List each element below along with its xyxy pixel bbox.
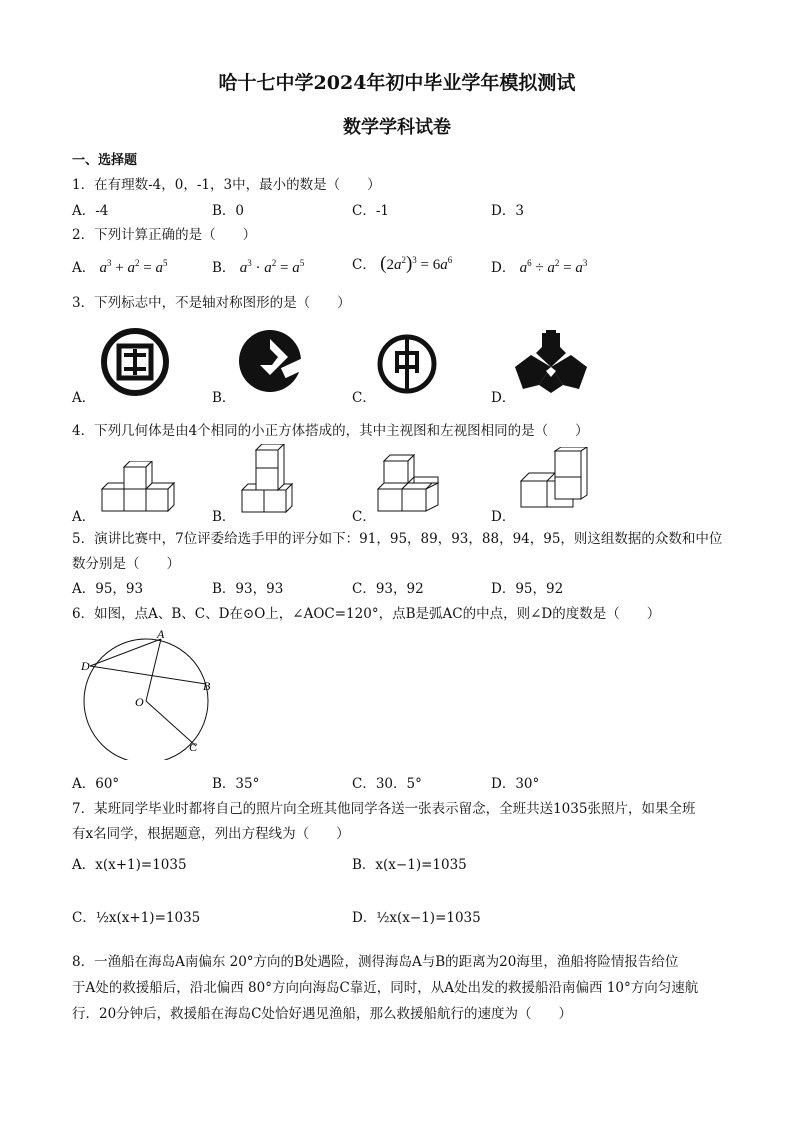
q4-figure-b xyxy=(238,444,300,514)
q4-letter-c: C． xyxy=(352,509,376,525)
q3-stem: 3．下列标志中，不是轴对称图形的是（ ） xyxy=(72,295,351,311)
q4-stem: 4．下列几何体是由4个相同的小正方体搭成的，其中主视图和左视图相同的是（ ） xyxy=(72,423,589,439)
section-heading: 一、选择题 xyxy=(72,153,138,168)
q6-option-c: C．30．5° xyxy=(352,776,422,792)
q5-option-b: B．93，93 xyxy=(212,581,284,597)
q4-letter-b: B． xyxy=(212,509,236,525)
q1-option-d: D．3 xyxy=(491,203,524,219)
q6-stem: 6．如图，点A、B、C、D在⊙O上，∠AOC=120°，点B是弧AC的中点，则∠D的度数是（ ） xyxy=(72,606,661,622)
q1-stem: 1．在有理数-4，0，-1，3中，最小的数是（ ） xyxy=(72,177,381,193)
q2-stem: 2．下列计算正确的是（ ） xyxy=(72,227,257,243)
q8-stem-line1: 8．一渔船在海岛A南偏东 20°方向的B处遇险，测得海岛A与B的距离为20海里，渔船将险情报告给位 xyxy=(72,954,679,970)
q2-math-d: $a^6 \div a^2 = a^3$ xyxy=(519,258,588,276)
abc-logo-icon xyxy=(376,331,438,395)
q7-option-d: D．½x(x−1)=1035 xyxy=(352,910,481,926)
q7-option-c: C．½x(x+1)=1035 xyxy=(72,910,201,926)
q1-option-a: A．-4 xyxy=(72,203,109,219)
q4-figure-a xyxy=(98,461,178,513)
q4-figure-d xyxy=(517,447,589,513)
q3-letter-b: B． xyxy=(212,390,236,406)
q5-option-c: C．93，92 xyxy=(352,581,424,597)
q1-option-c: C．-1 xyxy=(352,203,389,219)
q2-letter-d: D． xyxy=(491,260,516,276)
q2-math-a: $a^3 + a^2 = a^5$ xyxy=(99,258,168,276)
q6-option-a: A．60° xyxy=(72,776,120,792)
q5-option-d: D．95，92 xyxy=(491,581,564,597)
q6-option-d: D．30° xyxy=(491,776,540,792)
q2-letter-c: C． xyxy=(352,257,376,273)
q2-option-d xyxy=(491,256,587,277)
exam-title: 哈十七中学2024年初中毕业学年模拟测试 xyxy=(218,72,576,94)
q4-figure-c xyxy=(376,453,442,513)
q7-option-b: B．x(x−1)=1035 xyxy=(352,857,467,873)
point-o-label: O xyxy=(135,695,144,709)
q2-letter-a: A． xyxy=(72,260,96,276)
q8-stem-line2: 于A处的救援船后，沿北偏西 80°方向向海岛C靠近，同时，从A处出发的救援船沿南偏西 10°方向匀速航 xyxy=(72,980,699,996)
exam-subtitle: 数学学科试卷 xyxy=(343,117,451,138)
q7-stem-line1: 7．某班同学毕业时都将自己的照片向全班其他同学各送一张表示留念，全班共送1035张照片，如果全班 xyxy=(72,801,696,817)
q5-stem-line1: 5．演讲比赛中，7位评委给选手甲的评分如下：91，95，89，93，88，94，95，则这组数据的众数和中位 xyxy=(72,531,723,547)
q8-stem-line3: 行．20分钟后，救援船在海岛C处恰好遇见渔船，那么救援船航行的速度为（ ） xyxy=(72,1006,573,1022)
q3-letter-c: C． xyxy=(352,390,376,406)
q4-letter-d: D． xyxy=(491,509,516,525)
q2-option-c xyxy=(352,253,452,275)
q2-letter-b: B． xyxy=(212,260,236,276)
point-d-label: D xyxy=(81,659,90,673)
icbc-logo-icon xyxy=(100,327,170,397)
q5-stem-line2: 数分别是（ ） xyxy=(72,556,180,572)
q2-math-b: $a^3 \cdot a^2 = a^5$ xyxy=(239,258,305,276)
q4-letter-a: A． xyxy=(72,509,96,525)
q3-letter-a: A． xyxy=(72,390,96,406)
ccb-logo-icon xyxy=(236,327,304,395)
q7-stem-line2: 有x名同学，根据题意，列出方程线为（ ） xyxy=(72,826,350,842)
q6-option-b: B．35° xyxy=(212,776,260,792)
q2-option-a xyxy=(72,256,167,277)
point-a-label: A xyxy=(157,627,165,641)
q5-option-a: A．95，93 xyxy=(72,581,144,597)
point-c-label: C xyxy=(189,740,198,754)
q3-letter-d: D． xyxy=(491,390,516,406)
point-b-label: B xyxy=(203,679,211,693)
q2-option-b xyxy=(212,256,304,277)
bocom-logo-icon xyxy=(513,327,589,397)
q7-option-a: A．x(x+1)=1035 xyxy=(72,857,187,873)
q6-circle-diagram xyxy=(78,626,226,760)
q2-math-c: $(2a^2)^3 = 6a^6$ xyxy=(380,253,453,274)
q1-option-b: B．0 xyxy=(212,203,245,219)
